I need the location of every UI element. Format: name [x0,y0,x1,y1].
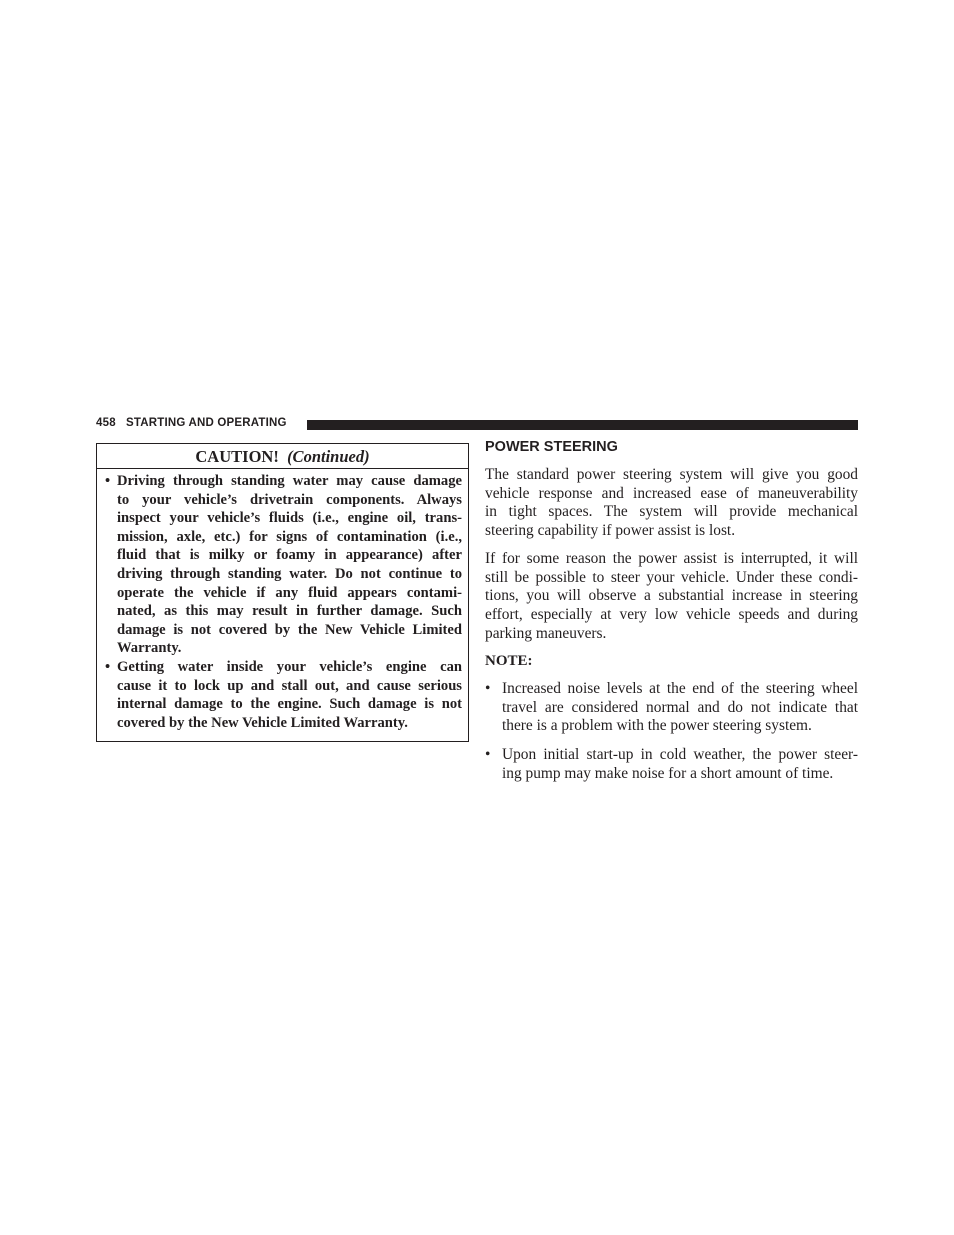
text-line: inspect your vehicle’s fluids (i.e., engine oil, trans- [117,510,462,527]
text-line: parking maneuvers. [485,624,607,642]
text-line: to your vehicle’s drivetrain components. Always [117,491,462,508]
text-line: Increased noise levels at the end of the steering wheel [502,680,858,697]
note-bullet [485,680,858,736]
text-line: cause it to lock up and stall out, and cause serious [117,677,462,694]
bullet-icon: • [485,680,491,697]
text-line: Driving through standing water may cause damage [117,473,462,489]
caution-bullet [105,658,462,732]
note-label: NOTE: [485,653,533,669]
header-rule [307,420,858,430]
text-line: in tight spaces. The system will provide mechanical [485,503,858,521]
text-line: effort, especially at very low vehicle speeds and during [485,606,858,624]
text-line: vehicle response and increased ease of maneuverability [485,484,858,502]
text-line: covered by the New Vehicle Limited Warranty. [117,714,408,731]
text-line: The standard power steering system will give you good [485,466,858,483]
text-line: fluid that is milky or foamy in appearance) after [117,547,462,564]
text-line: travel are considered normal and do not indicate that [502,698,858,716]
caution-box [96,443,469,742]
text-line: If for some reason the power assist is interrupted, it will [485,550,858,567]
paragraph [485,550,858,644]
continued-label: (Continued) [287,447,370,466]
text-line: nated, as this may result in further damage. Such [117,603,462,620]
text-line: Getting water inside your vehicle’s engine can [117,659,462,675]
running-header [96,417,287,429]
caution-label: CAUTION! [195,447,279,466]
text-line: damage is not covered by the New Vehicle Limited [117,621,462,638]
section-heading: POWER STEERING [485,439,618,455]
text-line: driving through standing water. Do not continue to [117,565,462,582]
text-line: ing pump may make noise for a short amount of time. [502,764,834,782]
text-line: steering capability if power assist is lost. [485,522,736,540]
note-bullet [485,746,858,783]
text-line: there is a problem with the power steering system. [502,717,812,735]
page-number: 458 [96,417,116,429]
section-title: STARTING AND OPERATING [125,417,287,429]
text-line: operate the vehicle if any fluid appears contami- [117,584,462,601]
bullet-icon: • [485,746,491,763]
bullet-icon: • [105,659,111,675]
text-line: tions, you will observe a substantial increase in steering [485,587,858,605]
text-line: mission, axle, etc.) for signs of contamination (i.e., [117,528,462,545]
text-line: still be possible to steer your vehicle. Under these condi- [485,568,858,586]
text-line: Warranty. [117,640,182,657]
caution-title [97,444,468,469]
bullet-icon: • [105,473,111,489]
paragraph [485,466,858,541]
text-line: internal damage to the engine. Such damage is not [117,696,462,713]
caution-bullet [105,472,462,658]
text-line: Upon initial start-up in cold weather, the power steer- [502,746,858,763]
